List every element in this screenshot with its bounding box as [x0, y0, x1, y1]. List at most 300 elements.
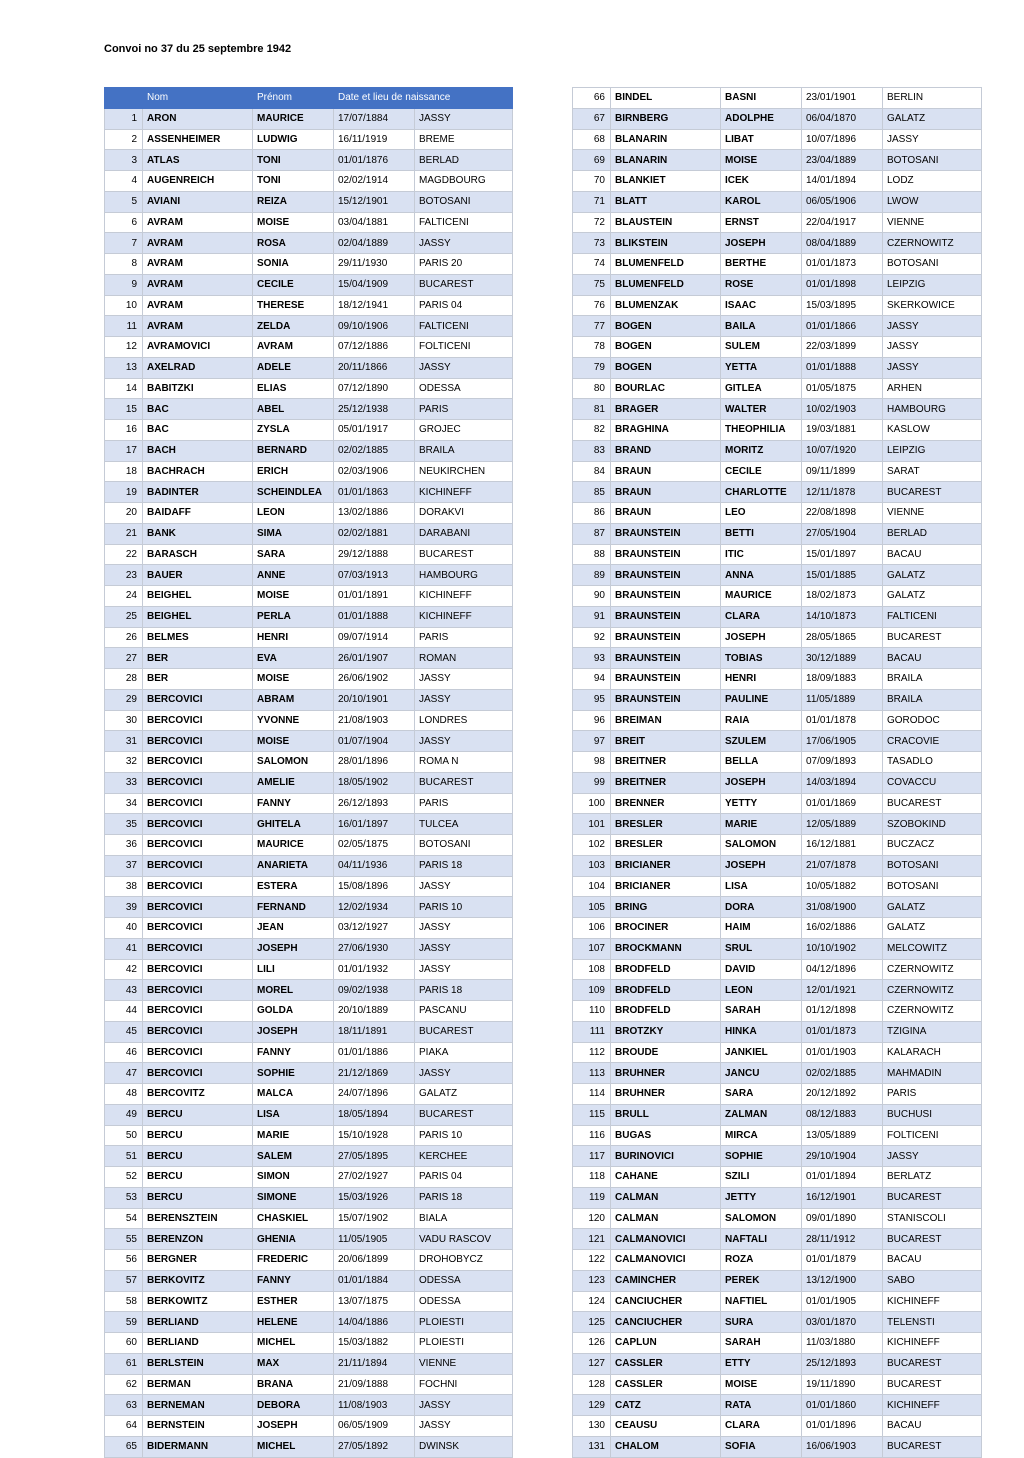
row-prenom: MARIE	[721, 814, 802, 835]
row-nom: CEAUSU	[611, 1416, 721, 1437]
row-date: 14/10/1873	[802, 606, 883, 627]
row-prenom: MOISE	[721, 150, 802, 171]
row-prenom: LUDWIG	[253, 129, 334, 150]
row-nom: BERCOVICI	[143, 1021, 253, 1042]
row-nom: BERCOVICI	[143, 1063, 253, 1084]
row-lieu: TELENSTI	[883, 1312, 982, 1333]
row-prenom: JETTY	[721, 1187, 802, 1208]
row-date: 16/12/1881	[802, 835, 883, 856]
row-date: 15/08/1896	[334, 876, 415, 897]
row-date: 10/10/1902	[802, 938, 883, 959]
row-prenom: GITLEA	[721, 378, 802, 399]
row-date: 10/02/1903	[802, 399, 883, 420]
row-lieu: ROMAN	[415, 648, 513, 669]
row-lieu: BOTOSANI	[415, 191, 513, 212]
row-nom: CASSLER	[611, 1353, 721, 1374]
row-prenom: MARIE	[253, 1125, 334, 1146]
row-nom: BRESLER	[611, 835, 721, 856]
table-row	[105, 171, 513, 192]
row-number: 110	[573, 1001, 611, 1022]
row-nom: BRAUNSTEIN	[611, 586, 721, 607]
row-number: 12	[105, 337, 143, 358]
table-row	[573, 772, 982, 793]
row-number: 7	[105, 233, 143, 254]
row-nom: BLANARIN	[611, 129, 721, 150]
table-row	[105, 731, 513, 752]
row-lieu: KICHINEFF	[415, 586, 513, 607]
row-number: 64	[105, 1416, 143, 1437]
row-prenom: LISA	[253, 1104, 334, 1125]
row-lieu: PARIS 04	[415, 1167, 513, 1188]
row-date: 16/06/1903	[802, 1436, 883, 1457]
table-row	[105, 461, 513, 482]
row-date: 11/08/1903	[334, 1395, 415, 1416]
row-prenom: BETTI	[721, 523, 802, 544]
deportee-table-left	[104, 87, 513, 1458]
row-lieu: BOTOSANI	[883, 876, 982, 897]
table-row	[573, 1395, 982, 1416]
row-date: 13/02/1886	[334, 503, 415, 524]
table-header-row	[105, 88, 513, 109]
row-prenom: MAURICE	[253, 835, 334, 856]
row-nom: BRICIANER	[611, 855, 721, 876]
row-lieu: JASSY	[415, 669, 513, 690]
row-prenom: FANNY	[253, 1270, 334, 1291]
row-lieu: BUCAREST	[883, 1353, 982, 1374]
row-number: 130	[573, 1416, 611, 1437]
table-row	[105, 1146, 513, 1167]
row-number: 95	[573, 689, 611, 710]
row-date: 09/02/1938	[334, 980, 415, 1001]
table-row	[105, 938, 513, 959]
row-number: 111	[573, 1021, 611, 1042]
table-row	[105, 1208, 513, 1229]
row-prenom: ADOLPHE	[721, 108, 802, 129]
row-prenom: ERICH	[253, 461, 334, 482]
row-lieu: CZERNOWITZ	[883, 1001, 982, 1022]
row-prenom: PAULINE	[721, 689, 802, 710]
row-lieu: BOTOSANI	[883, 150, 982, 171]
row-date: 12/01/1921	[802, 980, 883, 1001]
table-row	[105, 1084, 513, 1105]
table-row	[105, 503, 513, 524]
row-nom: BERCOVICI	[143, 938, 253, 959]
row-nom: BAC	[143, 399, 253, 420]
row-lieu: PLOIESTI	[415, 1333, 513, 1354]
row-date: 09/10/1906	[334, 316, 415, 337]
row-date: 01/01/1876	[334, 150, 415, 171]
row-date: 27/06/1930	[334, 938, 415, 959]
row-prenom: BELLA	[721, 752, 802, 773]
table-row	[105, 648, 513, 669]
row-nom: BROTZKY	[611, 1021, 721, 1042]
row-prenom: ROZA	[721, 1250, 802, 1271]
row-nom: CAMINCHER	[611, 1270, 721, 1291]
row-lieu: BERLIN	[883, 88, 982, 109]
row-number: 25	[105, 606, 143, 627]
row-nom: BERCU	[143, 1187, 253, 1208]
table-row	[105, 108, 513, 129]
row-number: 88	[573, 544, 611, 565]
row-number: 72	[573, 212, 611, 233]
row-prenom: PEREK	[721, 1270, 802, 1291]
row-prenom: RATA	[721, 1395, 802, 1416]
row-nom: BRAUNSTEIN	[611, 523, 721, 544]
row-date: 28/01/1896	[334, 752, 415, 773]
row-nom: BRUHNER	[611, 1063, 721, 1084]
row-date: 08/12/1883	[802, 1104, 883, 1125]
row-number: 15	[105, 399, 143, 420]
row-number: 51	[105, 1146, 143, 1167]
table-row	[573, 980, 982, 1001]
row-nom: BREIT	[611, 731, 721, 752]
row-lieu: HAMBOURG	[883, 399, 982, 420]
row-prenom: LILI	[253, 959, 334, 980]
table-row	[105, 710, 513, 731]
table-row	[105, 1125, 513, 1146]
row-date: 22/04/1917	[802, 212, 883, 233]
row-lieu: PLOIESTI	[415, 1312, 513, 1333]
table-row	[105, 482, 513, 503]
row-date: 01/01/1869	[802, 793, 883, 814]
row-nom: BERNSTEIN	[143, 1416, 253, 1437]
table-row	[573, 1312, 982, 1333]
row-prenom: MAX	[253, 1353, 334, 1374]
table-row	[105, 523, 513, 544]
row-number: 90	[573, 586, 611, 607]
table-row	[105, 1416, 513, 1437]
row-lieu: JASSY	[883, 129, 982, 150]
row-number: 115	[573, 1104, 611, 1125]
table-row	[105, 752, 513, 773]
row-lieu: LEIPZIG	[883, 440, 982, 461]
row-lieu: BREME	[415, 129, 513, 150]
row-number: 44	[105, 1001, 143, 1022]
deportee-table-right	[572, 87, 982, 1458]
document-title: Convoi no 37 du 25 septembre 1942	[104, 43, 292, 55]
table-row	[105, 689, 513, 710]
table-row	[573, 1104, 982, 1125]
row-nom: BERCOVICI	[143, 814, 253, 835]
row-number: 3	[105, 150, 143, 171]
row-prenom: KAROL	[721, 191, 802, 212]
row-prenom: ABEL	[253, 399, 334, 420]
row-prenom: GOLDA	[253, 1001, 334, 1022]
row-lieu: BOTOSANI	[883, 855, 982, 876]
row-number: 61	[105, 1353, 143, 1374]
table-row	[105, 627, 513, 648]
row-number: 29	[105, 689, 143, 710]
row-nom: BOGEN	[611, 316, 721, 337]
row-nom: CALMANOVICI	[611, 1250, 721, 1271]
row-lieu: BACAU	[883, 544, 982, 565]
table-row	[573, 793, 982, 814]
row-number: 124	[573, 1291, 611, 1312]
table-row	[105, 420, 513, 441]
row-nom: BERKOVITZ	[143, 1270, 253, 1291]
row-date: 27/05/1892	[334, 1436, 415, 1457]
table-row	[573, 814, 982, 835]
row-number: 48	[105, 1084, 143, 1105]
row-nom: BRODFELD	[611, 980, 721, 1001]
row-date: 15/04/1909	[334, 274, 415, 295]
row-date: 02/02/1914	[334, 171, 415, 192]
row-number: 80	[573, 378, 611, 399]
row-date: 01/12/1898	[802, 1001, 883, 1022]
table-row	[105, 1063, 513, 1084]
table-row	[105, 1042, 513, 1063]
row-lieu: ODESSA	[415, 378, 513, 399]
row-prenom: MICHEL	[253, 1333, 334, 1354]
row-lieu: PIAKA	[415, 1042, 513, 1063]
row-date: 21/11/1894	[334, 1353, 415, 1374]
row-prenom: MICHEL	[253, 1436, 334, 1457]
row-prenom: SOPHIE	[721, 1146, 802, 1167]
row-number: 11	[105, 316, 143, 337]
row-lieu: PARIS	[415, 793, 513, 814]
table-row	[105, 316, 513, 337]
row-prenom: MORITZ	[721, 440, 802, 461]
row-lieu: NEUKIRCHEN	[415, 461, 513, 482]
row-prenom: JANKIEL	[721, 1042, 802, 1063]
row-lieu: BUCAREST	[415, 772, 513, 793]
row-number: 113	[573, 1063, 611, 1084]
row-nom: BAIDAFF	[143, 503, 253, 524]
row-number: 23	[105, 565, 143, 586]
table-row	[105, 855, 513, 876]
table-row	[105, 337, 513, 358]
row-date: 01/01/1879	[802, 1250, 883, 1271]
row-date: 06/05/1909	[334, 1416, 415, 1437]
row-date: 15/01/1897	[802, 544, 883, 565]
row-date: 20/10/1889	[334, 1001, 415, 1022]
table-row	[573, 1416, 982, 1437]
table-row	[573, 938, 982, 959]
row-prenom: ISAAC	[721, 295, 802, 316]
row-nom: BREITNER	[611, 752, 721, 773]
row-nom: BERLIAND	[143, 1312, 253, 1333]
table-row	[105, 274, 513, 295]
row-number: 97	[573, 731, 611, 752]
table-row	[573, 876, 982, 897]
row-nom: BERNEMAN	[143, 1395, 253, 1416]
row-date: 02/02/1885	[334, 440, 415, 461]
row-prenom: ANNE	[253, 565, 334, 586]
row-prenom: MOISE	[253, 669, 334, 690]
row-prenom: MOISE	[253, 212, 334, 233]
row-prenom: YETTA	[721, 357, 802, 378]
row-date: 28/05/1865	[802, 627, 883, 648]
row-nom: CHALOM	[611, 1436, 721, 1457]
table-row	[573, 710, 982, 731]
row-number: 6	[105, 212, 143, 233]
row-lieu: BUCZACZ	[883, 835, 982, 856]
row-date: 01/01/1888	[802, 357, 883, 378]
row-nom: CALMANOVICI	[611, 1229, 721, 1250]
row-date: 08/04/1889	[802, 233, 883, 254]
row-lieu: LEIPZIG	[883, 274, 982, 295]
row-date: 11/05/1905	[334, 1229, 415, 1250]
row-nom: BIRNBERG	[611, 108, 721, 129]
row-date: 16/11/1919	[334, 129, 415, 150]
row-prenom: HENRI	[721, 669, 802, 690]
table-row	[573, 233, 982, 254]
row-date: 13/05/1889	[802, 1125, 883, 1146]
row-number: 107	[573, 938, 611, 959]
row-number: 5	[105, 191, 143, 212]
row-prenom: JOSEPH	[253, 938, 334, 959]
row-date: 25/12/1938	[334, 399, 415, 420]
row-number: 32	[105, 752, 143, 773]
row-prenom: JOSEPH	[721, 627, 802, 648]
table-row	[573, 357, 982, 378]
row-number: 34	[105, 793, 143, 814]
table-row	[573, 1021, 982, 1042]
row-prenom: MAURICE	[721, 586, 802, 607]
row-prenom: SCHEINDLEA	[253, 482, 334, 503]
row-date: 16/02/1886	[802, 918, 883, 939]
row-date: 03/04/1881	[334, 212, 415, 233]
row-number: 14	[105, 378, 143, 399]
table-row	[573, 855, 982, 876]
table-row	[105, 295, 513, 316]
row-number: 49	[105, 1104, 143, 1125]
row-nom: BERCOVICI	[143, 959, 253, 980]
row-nom: BUGAS	[611, 1125, 721, 1146]
table-row	[105, 793, 513, 814]
row-date: 13/07/1875	[334, 1291, 415, 1312]
row-date: 02/03/1906	[334, 461, 415, 482]
table-row	[573, 544, 982, 565]
row-nom: BERCU	[143, 1167, 253, 1188]
row-date: 12/05/1889	[802, 814, 883, 835]
table-row	[573, 1229, 982, 1250]
row-date: 13/12/1900	[802, 1270, 883, 1291]
row-lieu: MAHMADIN	[883, 1063, 982, 1084]
row-prenom: SURA	[721, 1312, 802, 1333]
row-prenom: FANNY	[253, 793, 334, 814]
row-prenom: ZELDA	[253, 316, 334, 337]
row-date: 24/07/1896	[334, 1084, 415, 1105]
row-lieu: KALARACH	[883, 1042, 982, 1063]
header-prenom: Prénom	[253, 88, 334, 109]
row-date: 01/01/1898	[802, 274, 883, 295]
row-date: 03/12/1927	[334, 918, 415, 939]
row-lieu: JASSY	[415, 876, 513, 897]
row-date: 29/10/1904	[802, 1146, 883, 1167]
row-prenom: ANARIETA	[253, 855, 334, 876]
row-date: 06/05/1906	[802, 191, 883, 212]
table-row	[105, 1270, 513, 1291]
row-date: 29/11/1930	[334, 254, 415, 275]
row-date: 18/05/1894	[334, 1104, 415, 1125]
row-number: 10	[105, 295, 143, 316]
row-prenom: JOSEPH	[253, 1416, 334, 1437]
row-date: 19/03/1881	[802, 420, 883, 441]
row-date: 07/09/1893	[802, 752, 883, 773]
row-lieu: BUCAREST	[883, 1229, 982, 1250]
row-date: 29/12/1888	[334, 544, 415, 565]
row-date: 18/09/1883	[802, 669, 883, 690]
row-prenom: SZILI	[721, 1167, 802, 1188]
row-date: 02/02/1881	[334, 523, 415, 544]
row-date: 17/06/1905	[802, 731, 883, 752]
row-prenom: YETTY	[721, 793, 802, 814]
row-nom: BER	[143, 648, 253, 669]
row-nom: CANCIUCHER	[611, 1312, 721, 1333]
row-number: 116	[573, 1125, 611, 1146]
table-row	[573, 731, 982, 752]
row-number: 121	[573, 1229, 611, 1250]
row-nom: BIDERMANN	[143, 1436, 253, 1457]
row-date: 26/06/1902	[334, 669, 415, 690]
row-date: 07/12/1890	[334, 378, 415, 399]
row-prenom: MOISE	[253, 586, 334, 607]
row-nom: CATZ	[611, 1395, 721, 1416]
row-number: 37	[105, 855, 143, 876]
table-row	[573, 129, 982, 150]
table-row	[573, 689, 982, 710]
row-lieu: JASSY	[883, 316, 982, 337]
row-nom: BLUMENFELD	[611, 254, 721, 275]
row-date: 12/11/1878	[802, 482, 883, 503]
row-prenom: ZALMAN	[721, 1104, 802, 1125]
row-date: 06/04/1870	[802, 108, 883, 129]
row-lieu: GALATZ	[883, 108, 982, 129]
row-lieu: PARIS 10	[415, 1125, 513, 1146]
row-lieu: PARIS 18	[415, 1187, 513, 1208]
row-number: 94	[573, 669, 611, 690]
table-row	[573, 1084, 982, 1105]
row-date: 01/01/1891	[334, 586, 415, 607]
table-row	[105, 565, 513, 586]
row-prenom: EVA	[253, 648, 334, 669]
row-nom: BRAUNSTEIN	[611, 648, 721, 669]
row-lieu: BACAU	[883, 1416, 982, 1437]
row-lieu: DORAKVI	[415, 503, 513, 524]
row-number: 104	[573, 876, 611, 897]
row-nom: BACHRACH	[143, 461, 253, 482]
row-nom: AUGENREICH	[143, 171, 253, 192]
row-nom: ATLAS	[143, 150, 253, 171]
row-nom: BERMAN	[143, 1374, 253, 1395]
row-lieu: TZIGINA	[883, 1021, 982, 1042]
row-prenom: ROSE	[721, 274, 802, 295]
row-nom: BERCOVICI	[143, 918, 253, 939]
row-number: 53	[105, 1187, 143, 1208]
row-nom: BRODFELD	[611, 959, 721, 980]
table-row	[573, 482, 982, 503]
row-nom: BAUER	[143, 565, 253, 586]
row-lieu: BERLAD	[415, 150, 513, 171]
row-lieu: HAMBOURG	[415, 565, 513, 586]
row-lieu: ARHEN	[883, 378, 982, 399]
row-nom: BRICIANER	[611, 876, 721, 897]
row-prenom: DAVID	[721, 959, 802, 980]
row-nom: CAPLUN	[611, 1333, 721, 1354]
row-nom: BRAUNSTEIN	[611, 689, 721, 710]
row-number: 26	[105, 627, 143, 648]
row-nom: BLAUSTEIN	[611, 212, 721, 233]
row-nom: BROCINER	[611, 918, 721, 939]
row-nom: BREITNER	[611, 772, 721, 793]
table-row	[105, 835, 513, 856]
row-date: 15/03/1895	[802, 295, 883, 316]
row-date: 01/01/1863	[334, 482, 415, 503]
table-row	[573, 1146, 982, 1167]
row-prenom: SOFIA	[721, 1436, 802, 1457]
row-date: 15/07/1902	[334, 1208, 415, 1229]
